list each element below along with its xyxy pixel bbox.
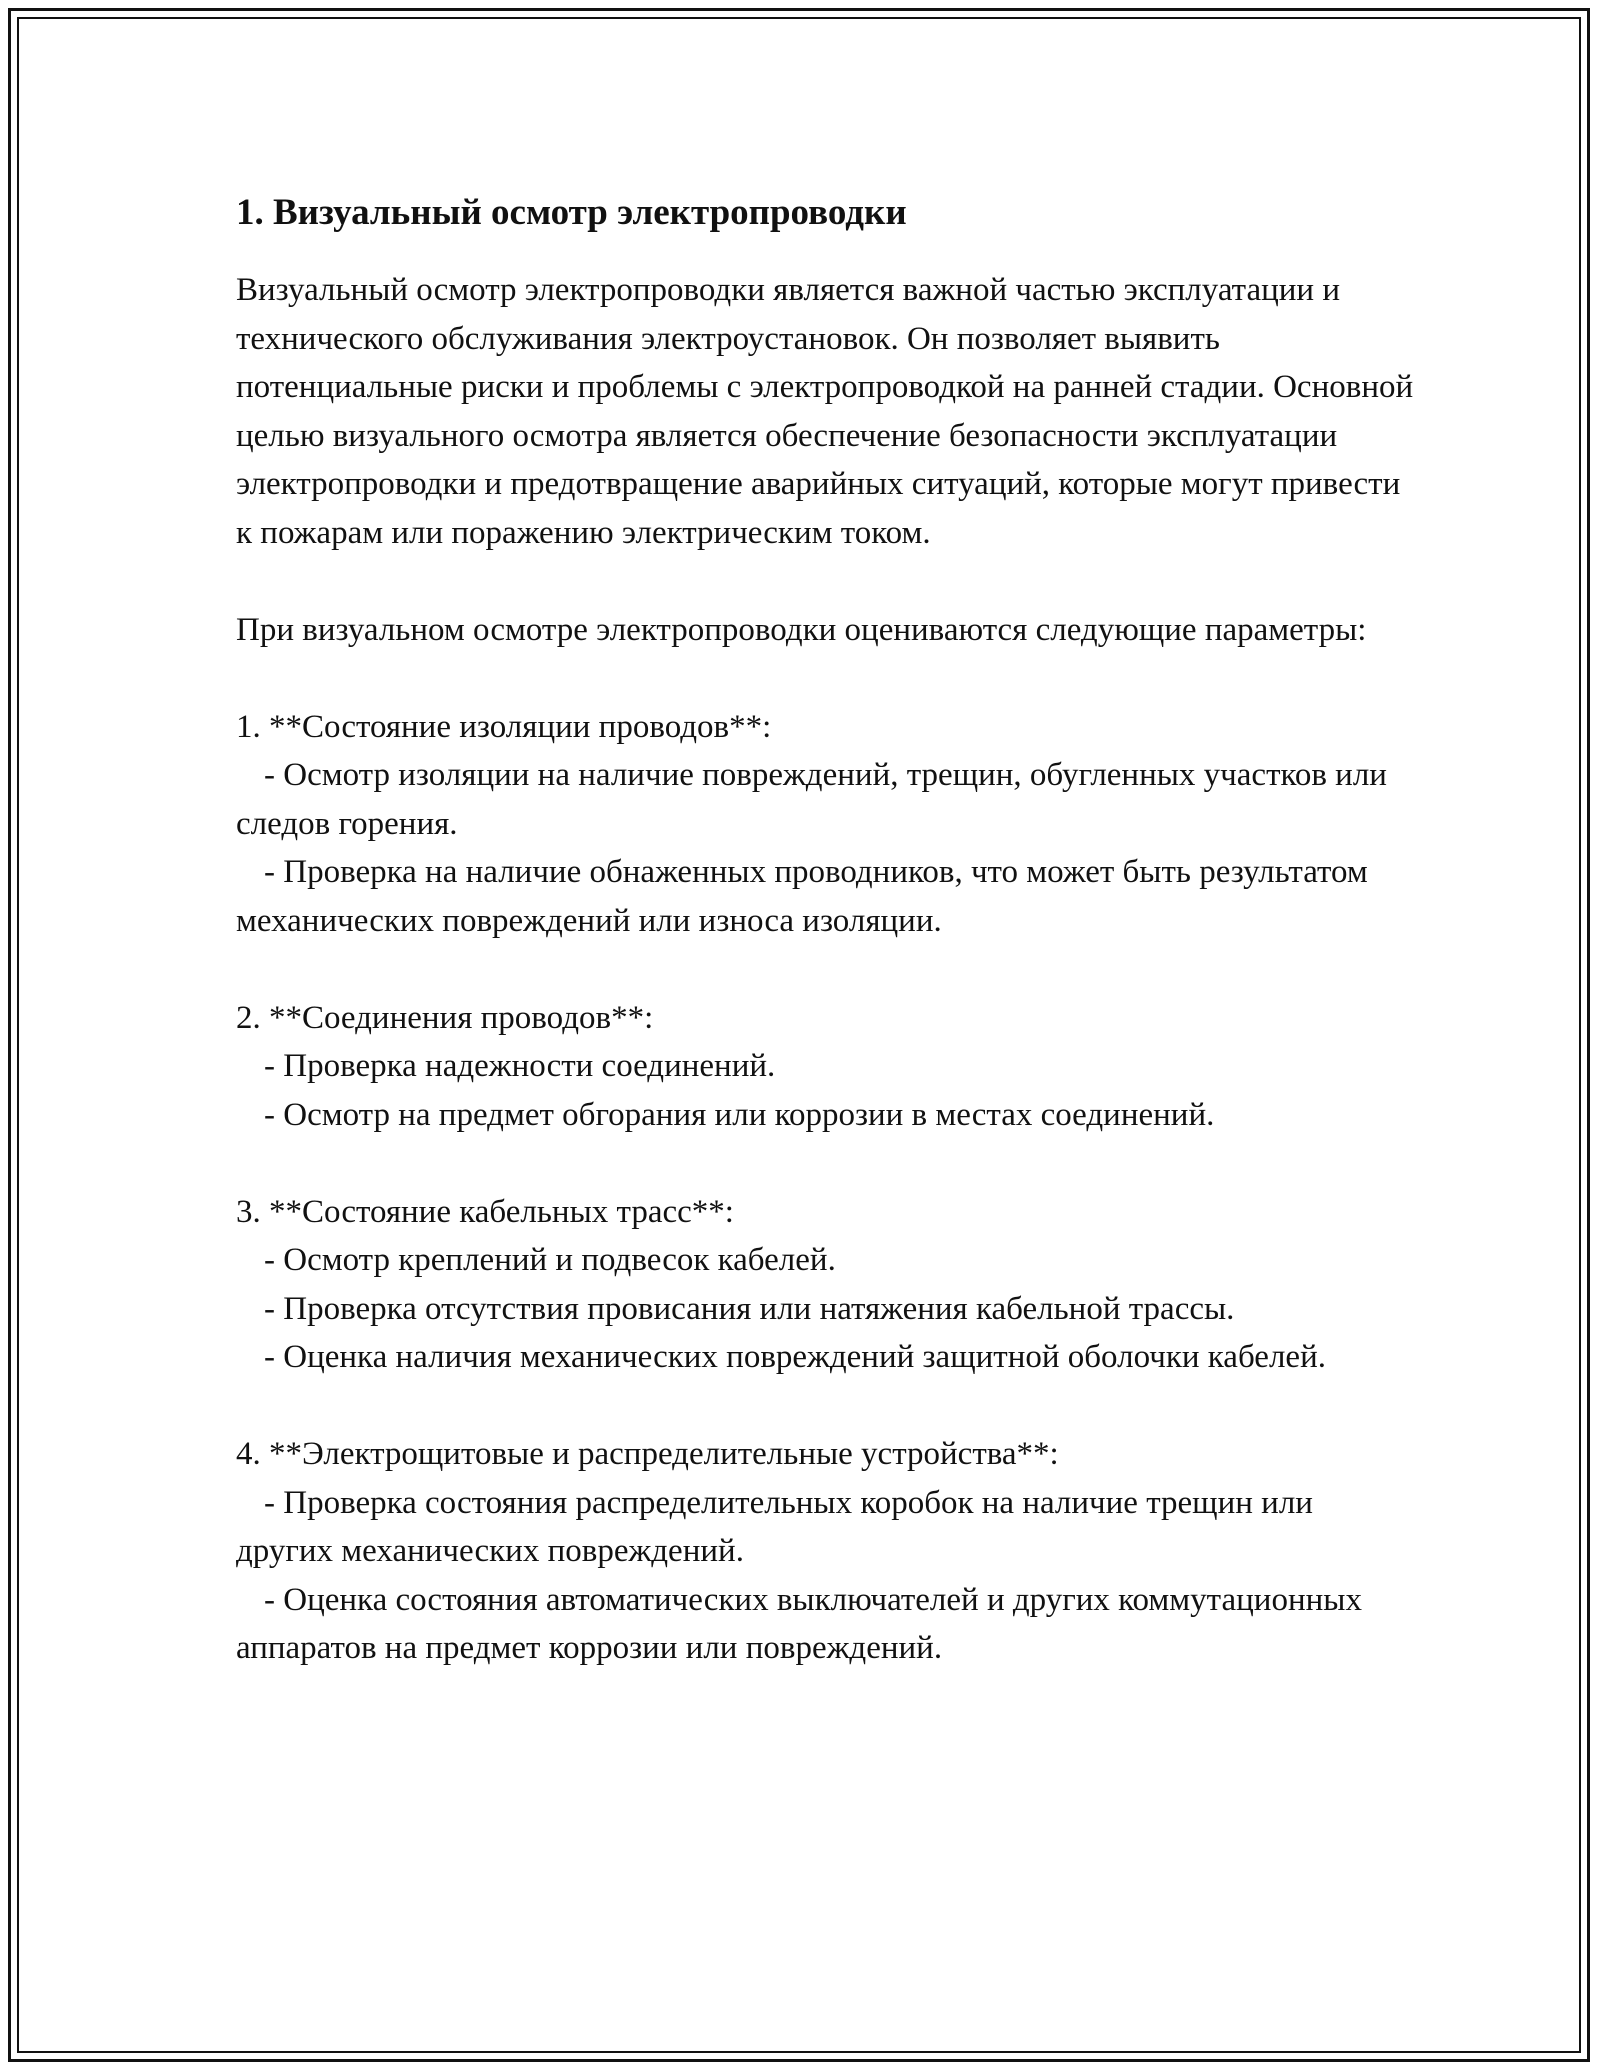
section-title: 3. **Состояние кабельных трасс**: [236, 1193, 734, 1230]
intro-paragraph: Визуальный осмотр электропроводки является важной частью эксплуатации и технического обслуживания электроустановок. Он позволяет выявить потенциальные риски и проблемы с электропроводкой на ранней стадии. Основной целью визуального осмотра является обеспечение безопасности эксплуатации электропроводки и предотвращение аварийных ситуаций, которые могут привести к пожарам или поражению электрическим током. [236, 272, 1414, 551]
list-item: - Оценка наличия механических повреждений защитной оболочки кабелей. [264, 1339, 1326, 1375]
list-item: - Осмотр изоляции на наличие повреждений, трещин, обугленных участков или следов горения. [236, 757, 1387, 842]
list-section-connections [236, 994, 1416, 1140]
list-item: - Осмотр на предмет обгорания или коррозии в местах соединений. [264, 1096, 1215, 1133]
list-item: - Проверка на наличие обнаженных проводников, что может быть результатом механических повреждений или износа изоляции. [236, 854, 1368, 939]
list-item: - Оценка состояния автоматических выключателей и других коммутационных аппаратов на предмет коррозии или повреждений. [236, 1581, 1362, 1666]
list-item: - Осмотр креплений и подвесок кабелей. [264, 1242, 836, 1278]
section-title: 1. **Состояние изоляции проводов**: [236, 708, 772, 745]
section-heading: 1. Визуальный осмотр электропроводки [236, 192, 907, 233]
list-section-cable-routes [236, 1188, 1416, 1382]
section-title: 2. **Соединения проводов**: [236, 999, 654, 1036]
section-title: 4. **Электрощитовые и распределительные устройства**: [236, 1436, 1059, 1472]
list-item: - Проверка надежности соединений. [264, 1048, 776, 1084]
list-item: - Проверка отсутствия провисания или натяжения кабельной трассы. [264, 1290, 1235, 1327]
spacer [236, 557, 1416, 606]
lead-paragraph: При визуальном осмотре электропроводки оцениваются следующие параметры: [236, 611, 1367, 648]
document-body [236, 188, 1416, 1673]
spacer [236, 1139, 1416, 1188]
list-section-switchboards [236, 1430, 1416, 1673]
list-section-insulation [236, 703, 1416, 946]
spacer [236, 654, 1416, 703]
spacer [236, 1382, 1416, 1431]
list-item: - Проверка состояния распределительных коробок на наличие трещин или других механических повреждений. [236, 1484, 1313, 1569]
spacer [236, 945, 1416, 994]
